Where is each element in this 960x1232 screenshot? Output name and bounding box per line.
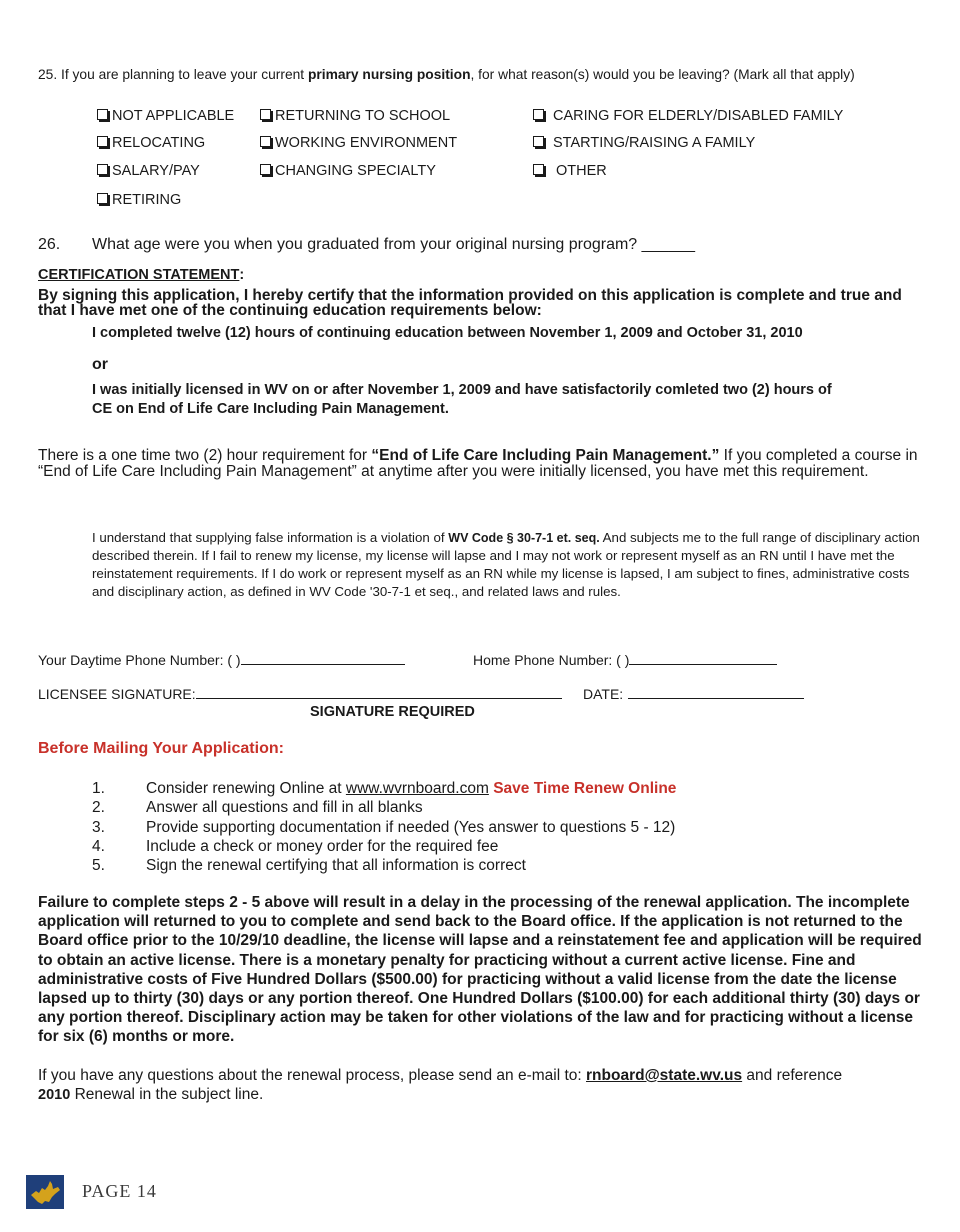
checkbox-icon[interactable]: [533, 109, 544, 120]
option-label: NOT APPLICABLE: [112, 108, 235, 124]
option-relocating[interactable]: [97, 135, 205, 151]
option-returning-school[interactable]: [260, 108, 450, 124]
option-label: RELOCATING: [112, 135, 206, 151]
page-number: PAGE 14: [82, 1181, 157, 1201]
ce-option-2-line2: CE on End of Life Care Including Pain Management.: [92, 401, 449, 417]
signature-required-label: SIGNATURE REQUIRED: [310, 704, 475, 720]
option-label: WORKING ENVIRONMENT: [275, 135, 458, 151]
false-information-statement: I understand that supplying false information is a violation of WV Code § 30-7-1 et. seq. And subjects me to the full range of disciplinary action described therein. If I fail to renew my license, my license will lapse and I may not work or represent myself as an RN until I have met the reinstatement requirements. If I do work or represent myself as an RN while my license is lapsed, I am subject to fines, administrative costs and disciplinary action, as defined in WV Code '30-7-1 et seq., and related laws and rules.: [92, 530, 920, 599]
option-label: OTHER: [556, 163, 607, 179]
mailing-steps-list: [92, 779, 676, 875]
q25-bold: primary nursing position: [307, 67, 471, 82]
home-phone-label: Home Phone Number: ( ): [473, 652, 630, 668]
certification-lead: By signing this application, I hereby certify that the information provided on this application is complete and true and that I have met one of the continuing education requirements below:: [38, 287, 902, 319]
home-phone-field[interactable]: [473, 652, 777, 668]
option-label: STARTING/RAISING A FAMILY: [553, 135, 756, 151]
list-item: 3. Provide supporting documentation if needed (Yes answer to questions 5 - 12): [92, 818, 676, 836]
q25-prefix: 25. If you are planning to leave your current: [38, 67, 308, 82]
option-retiring[interactable]: [97, 192, 181, 208]
checkbox-icon[interactable]: [533, 164, 544, 175]
checkbox-icon[interactable]: [97, 164, 108, 175]
certification-heading: CERTIFICATION STATEMENT:: [38, 267, 245, 283]
before-mailing-heading: Before Mailing Your Application:: [38, 740, 284, 757]
option-not-applicable[interactable]: [97, 108, 234, 124]
list-item: 1. Consider renewing Online at www.wvrnboard.com Save Time Renew Online: [92, 780, 677, 797]
checkbox-icon[interactable]: [97, 193, 108, 204]
end-of-life-requirement: There is a one time two (2) hour requirement for “End of Life Care Including Pain Management.” If you completed a course in “End of Life Care Including Pain Management” at anytime after you were initially licensed, you have met this requirement.: [38, 447, 918, 480]
failure-warning: Failure to complete steps 2 - 5 above will result in a delay in the processing of the renewal application. The incomplete application will returned to you to complete and send back to the Board office. If the application is not returned to the Board office prior to the 10/29/10 deadline, the license will lapse and a reinstatement fee and application will be required to obtain an active license. There is a monetary penalty for practicing without a current active license. Fine and administrative costs of Five Hundred Dollars ($500.00) for practicing without a valid license from the date the license lapsed up to thirty (30) days or any portion thereof. One Hundred Dollars ($100.00) for each additional thirty (30) days or any portion thereof. Disciplinary action may be taken for other violations of the law and for practicing without a license for six (6) months or more.: [38, 894, 922, 1046]
option-salary[interactable]: [97, 163, 200, 179]
list-item: 4. Include a check or money order for the required fee: [92, 837, 499, 855]
list-item: 5. Sign the renewal certifying that all information is correct: [92, 857, 526, 875]
ce-option-1: I completed twelve (12) hours of continuing education between November 1, 2009 and October 31, 2010: [92, 325, 803, 341]
option-other[interactable]: [533, 163, 607, 179]
option-label: RETURNING TO SCHOOL: [275, 108, 451, 124]
wvrnboard-link[interactable]: www.wvrnboard.com: [345, 780, 489, 797]
board-email-link[interactable]: rnboard@state.wv.us: [586, 1067, 743, 1084]
question-26: [38, 236, 695, 254]
wv-board-logo-icon: [26, 1175, 64, 1209]
date-field[interactable]: [583, 686, 804, 702]
option-working-environment[interactable]: [260, 135, 457, 151]
option-caring-family[interactable]: [533, 108, 843, 124]
option-label: SALARY/PAY: [112, 163, 200, 179]
ce-option-2-line1: I was initially licensed in WV on or after November 1, 2009 and have satisfactorily comleted two (2) hours of: [92, 382, 832, 398]
signature-field[interactable]: [38, 686, 562, 702]
checkbox-icon[interactable]: [260, 164, 271, 175]
list-item: 2. Answer all questions and fill in all blanks: [92, 799, 423, 817]
q25-suffix: , for what reason(s) would you be leaving? (Mark all that apply): [470, 67, 855, 82]
option-label: RETIRING: [112, 192, 182, 208]
q26-text: What age were you when you graduated from your original nursing program? ______: [92, 236, 696, 253]
daytime-phone-field[interactable]: [38, 652, 405, 668]
q26-number: 26.: [38, 236, 61, 253]
checkbox-icon[interactable]: [260, 109, 271, 120]
signature-label: LICENSEE SIGNATURE:: [38, 686, 196, 702]
option-starting-family[interactable]: [533, 135, 755, 151]
checkbox-icon[interactable]: [97, 109, 108, 120]
checkbox-icon[interactable]: [260, 136, 271, 147]
ce-or: or: [92, 356, 108, 373]
option-changing-specialty[interactable]: [260, 163, 436, 179]
questions-contact: If you have any questions about the renewal process, please send an e-mail to: rnboard@state.wv.us and reference 2010 Renewal in the subject line.: [38, 1067, 843, 1103]
save-time-label: Save Time Renew Online: [493, 780, 677, 797]
daytime-phone-label: Your Daytime Phone Number: ( ): [38, 652, 241, 668]
option-label: CARING FOR ELDERLY/DISABLED FAMILY: [553, 108, 844, 124]
checkbox-icon[interactable]: [97, 136, 108, 147]
option-label: CHANGING SPECIALTY: [275, 163, 436, 179]
question-25: [38, 68, 918, 82]
checkbox-icon[interactable]: [533, 136, 544, 147]
date-label: DATE:: [583, 686, 624, 702]
